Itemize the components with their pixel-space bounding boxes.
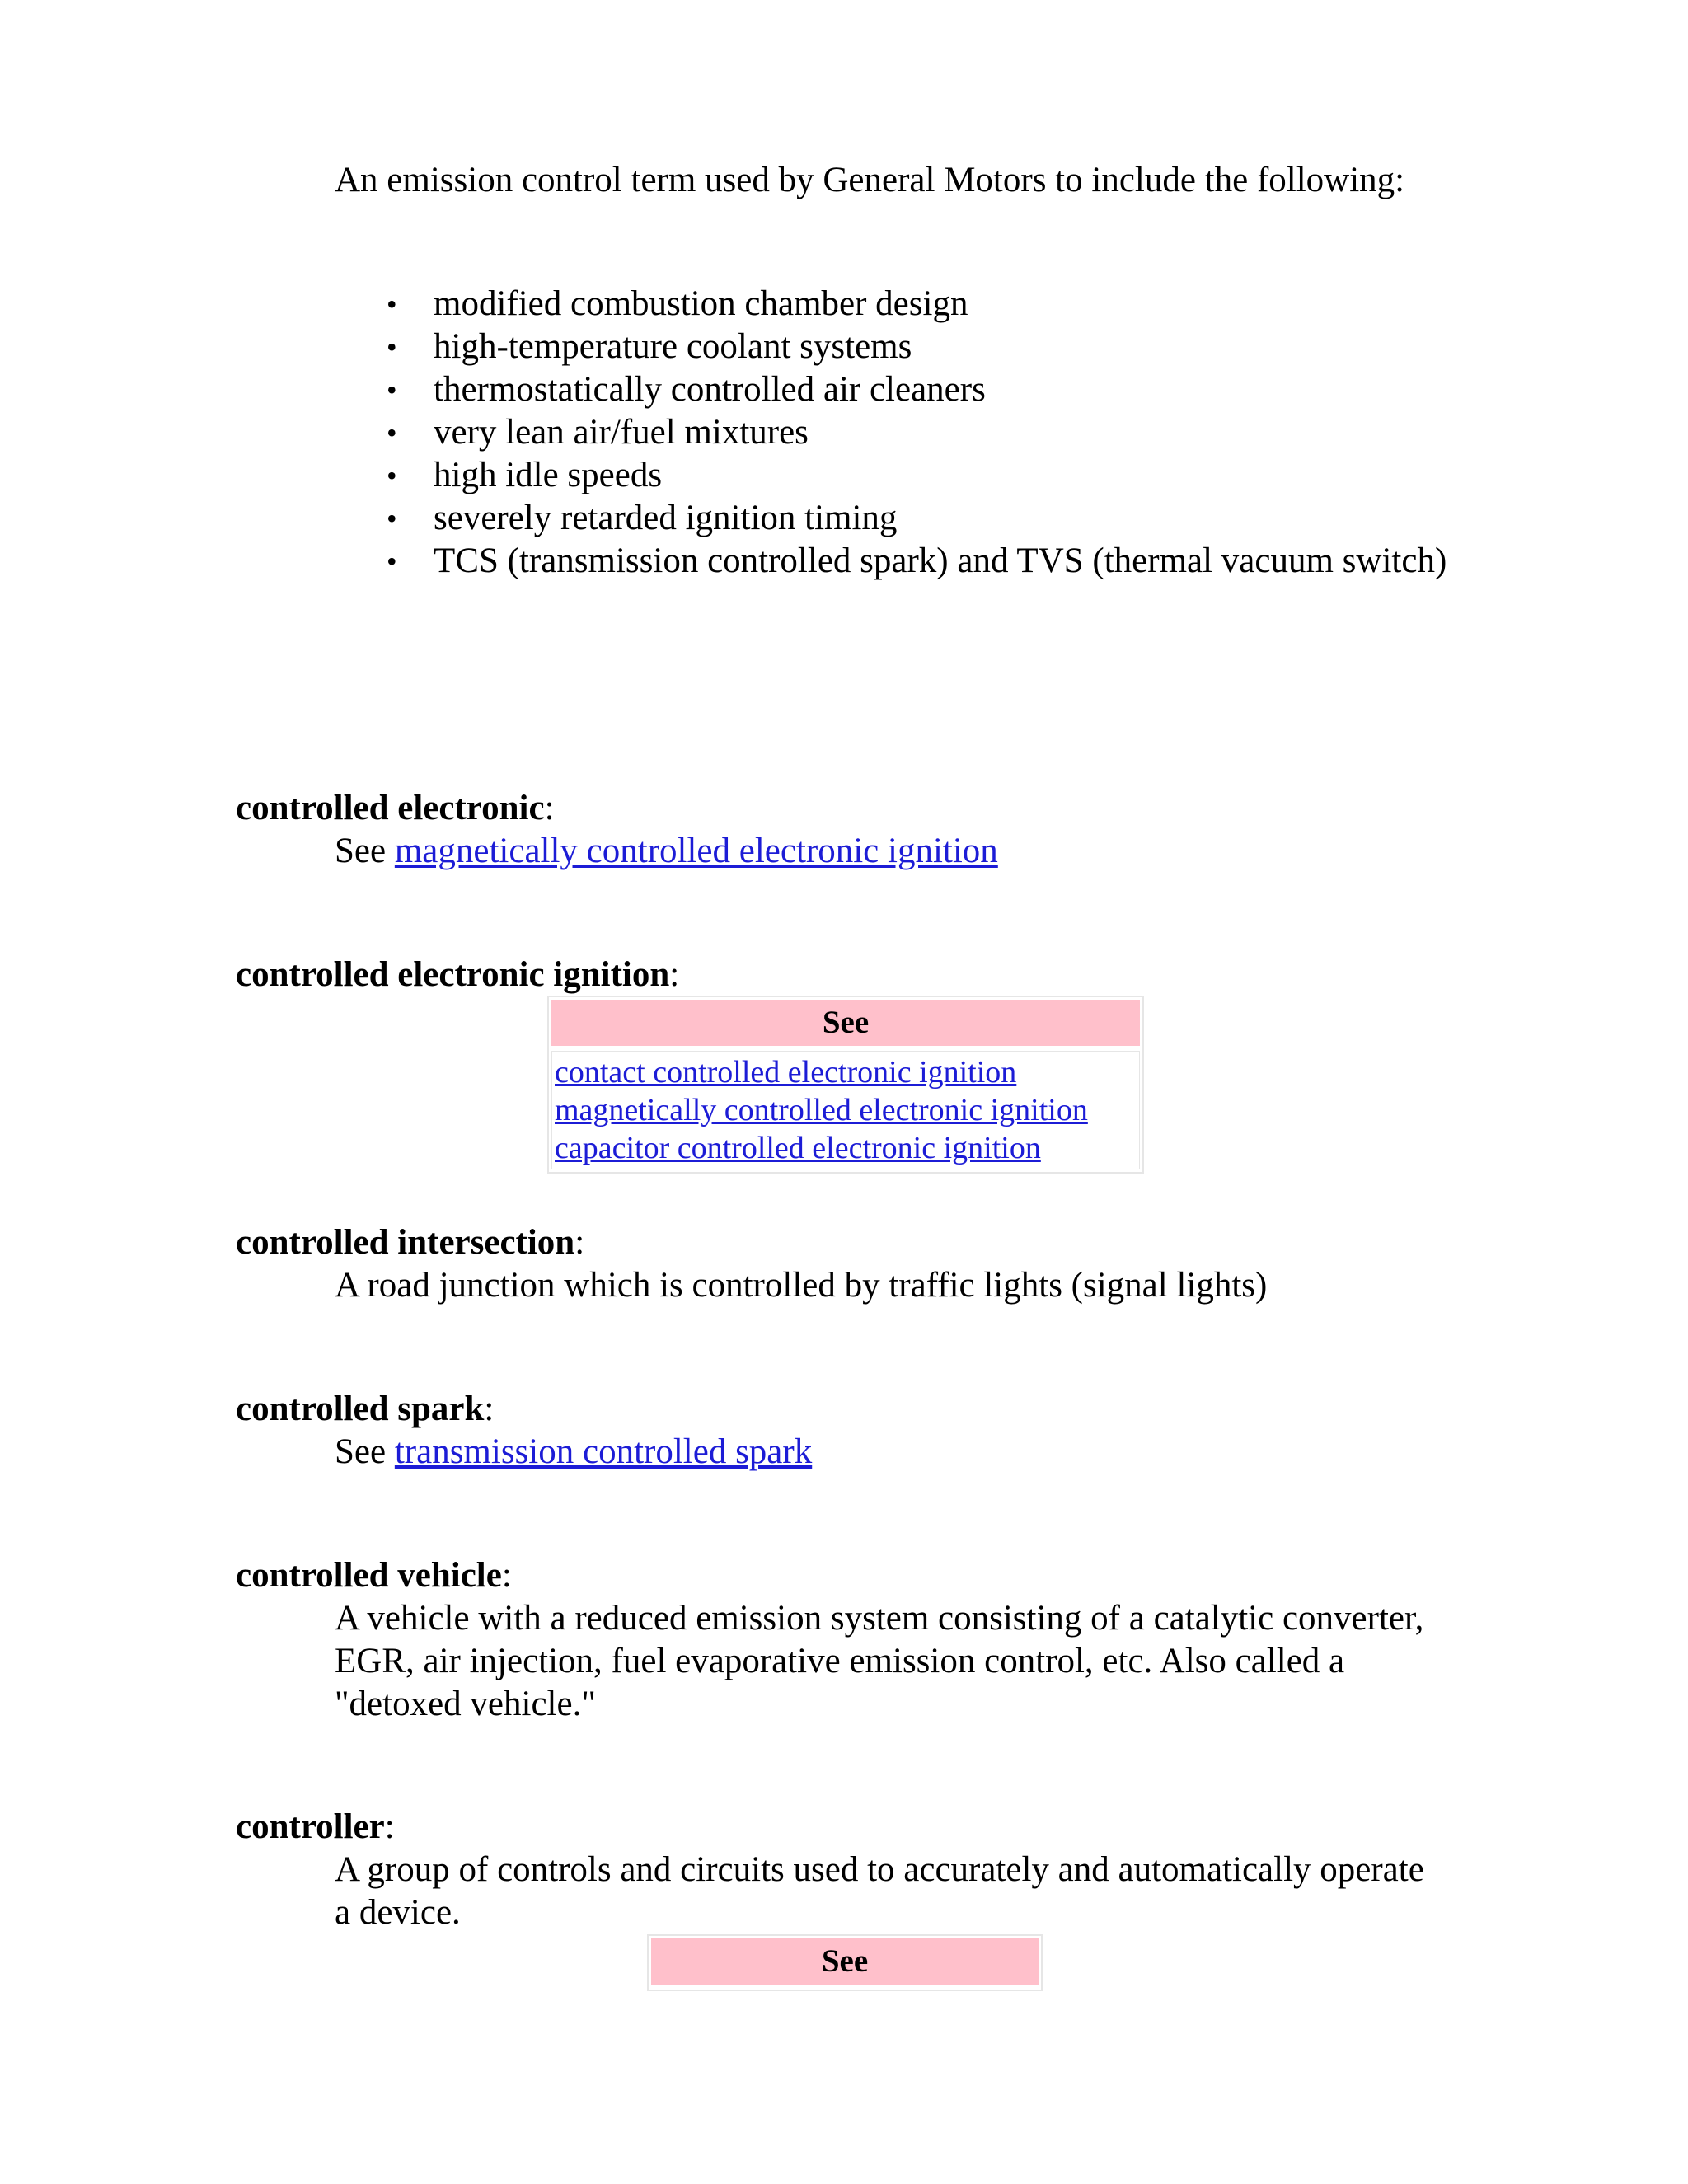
term-controlled-intersection: controlled intersection: [236,1223,585,1262]
definition-controlled-electronic: See magnetically controlled electronic ignition [335,832,998,870]
list-item: • high-temperature coolant systems [335,326,1472,368]
definition-controller: A group of controls and circuits used to accurately and automatically operate a device. [335,1850,1424,1932]
intro-bullet-list [335,283,1472,583]
bullet-icon: • [387,330,397,363]
link-magnetically-controlled-electronic-ignition[interactable]: magnetically controlled electronic ignition [394,832,998,870]
bullet-icon: • [387,288,397,321]
definition-controlled-vehicle: A vehicle with a reduced emission system consisting of a catalytic converter, EGR, air injection, fuel evaporative emission control, etc. Also called a "detoxed vehicle." [335,1599,1424,1723]
list-item: • TCS (transmission controlled spark) and TVS (thermal vacuum switch) [335,540,1472,583]
link-transmission-controlled-spark[interactable]: transmission controlled spark [394,1432,813,1471]
term-controller: controller: [236,1807,395,1846]
definition-controlled-intersection: A road junction which is controlled by traffic lights (signal lights) [335,1266,1268,1305]
term-controlled-vehicle: controlled vehicle: [236,1556,512,1595]
term-controlled-electronic-ignition: controlled electronic ignition: [236,955,680,994]
term-controlled-spark: controlled spark: [236,1390,495,1428]
see-also-header: See [651,1938,1039,1985]
term-controlled-electronic: controlled electronic: [236,789,555,827]
list-item: • high idle speeds [335,454,1472,497]
see-also-header: See [551,1000,1140,1046]
intro-definition [335,159,1472,202]
see-also-table [547,996,1144,1174]
definition-controlled-spark: See transmission controlled spark [335,1432,813,1471]
link-contact-controlled-electronic-ignition[interactable]: contact controlled electronic ignition [555,1055,1017,1090]
bullet-icon: • [387,416,397,449]
bullet-icon: • [387,373,397,406]
list-item: • very lean air/fuel mixtures [335,411,1472,454]
see-also-links [551,1051,1140,1169]
bullet-icon: • [387,459,397,492]
bullet-icon: • [387,545,397,578]
list-item: • modified combustion chamber design [335,283,1472,326]
bullet-icon: • [387,502,397,535]
link-capacitor-controlled-electronic-ignition[interactable]: capacitor controlled electronic ignition [555,1131,1041,1165]
list-item: • severely retarded ignition timing [335,497,1472,540]
list-item: • thermostatically controlled air cleaners [335,368,1472,411]
see-also-table [647,1934,1043,1991]
link-magnetically-controlled-electronic-ignition[interactable]: magnetically controlled electronic ignition [555,1093,1088,1127]
intro-text: An emission control term used by General Motors to include the following: [335,161,1405,199]
